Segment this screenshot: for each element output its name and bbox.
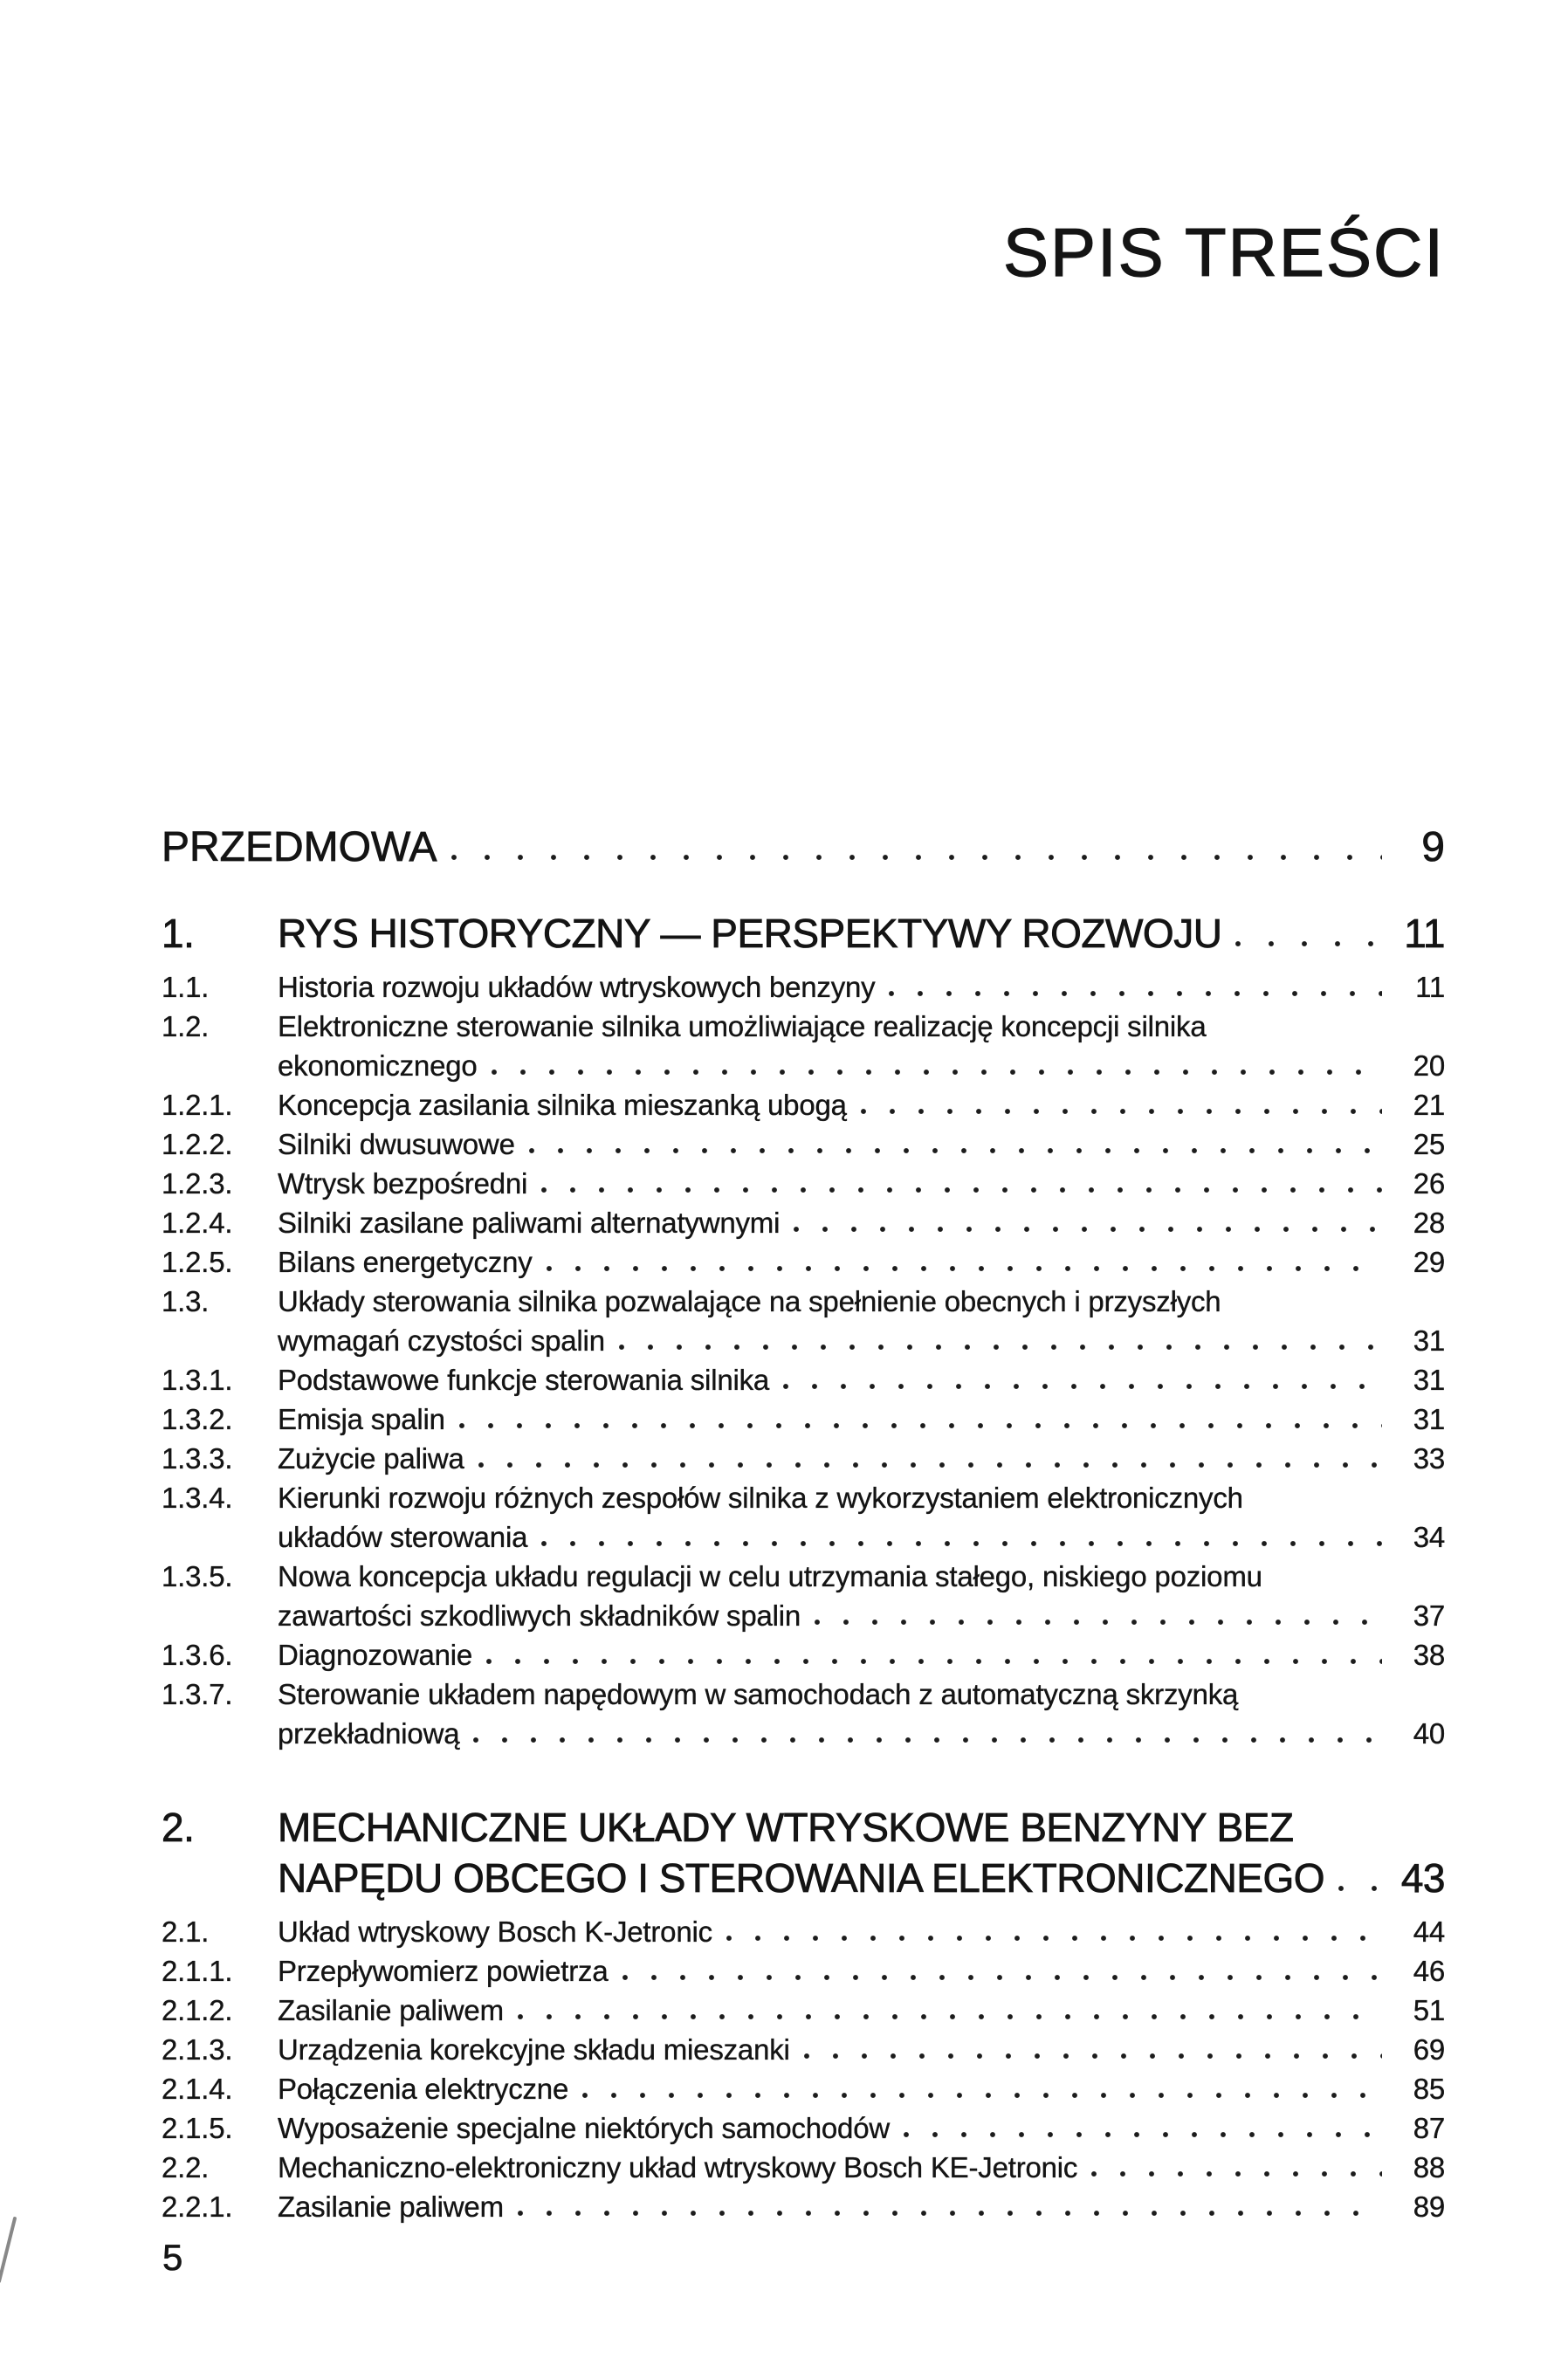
entry-body [278,2148,1445,2187]
entry-page-number: 37 [1413,1599,1445,1632]
entry-body [278,1675,1445,1753]
entry-page-number: 11 [1415,971,1445,1003]
entry-line [278,2108,1445,2148]
entry-line [278,1478,1445,1517]
dot-leader [1091,2171,1382,2177]
entry-number: 1.2.4. [162,1207,233,1239]
dot-leader [622,1975,1383,1981]
entry-page-number: 85 [1413,2073,1445,2105]
dot-leader [518,2211,1382,2217]
entry-text: ekonomicznego [278,1049,478,1082]
entry-line [278,2030,1445,2069]
entry-text: Zużycie paliwa [278,1442,464,1475]
toc-entry [162,1675,1445,1753]
entry-body [278,1802,1445,1903]
entry-line [278,967,1445,1007]
entry-page-number: 69 [1413,2033,1445,2066]
entry-text: Mechaniczno-elektroniczny układ wtryskowy Bosch KE-Jetronic [278,2151,1078,2184]
entry-body [278,2108,1445,2148]
dot-leader [815,1620,1382,1626]
entry-number: 1.2. [162,1010,210,1042]
dot-leader [518,2014,1382,2020]
toc-list [162,821,1445,2226]
toc-entry [162,1400,1445,1439]
entry-body [278,1007,1445,1085]
toc-entry [162,1557,1445,1635]
toc-entry [162,1164,1445,1203]
entry-number: 1.3.6. [162,1639,233,1671]
toc-entry [162,908,1445,959]
dot-leader [783,1384,1382,1390]
entry-page-number: 20 [1413,1049,1445,1082]
entry-number: 1.2.5. [162,1246,233,1278]
entry-line [278,2187,1445,2226]
entry-line [278,2069,1445,2108]
dot-leader [541,1541,1382,1547]
entry-body [278,1282,1445,1360]
entry-page-number: 88 [1413,2151,1445,2184]
entry-line [278,1635,1445,1675]
entry-text: Wtrysk bezpośredni [278,1167,528,1200]
entry-number: 1.3.3. [162,1442,233,1475]
toc-entry [162,1203,1445,1242]
entry-line [278,1853,1445,1903]
entry-text: Koncepcja zasilania silnika mieszanką ubogą [278,1089,847,1121]
toc-entry [162,1802,1445,1903]
dot-leader [492,1069,1382,1076]
entry-page-number: 87 [1413,2112,1445,2144]
toc-entry [162,2030,1445,2069]
entry-text: Silniki dwusuwowe [278,1128,515,1160]
entry-body [278,2030,1445,2069]
entry-line [278,1046,1445,1085]
dot-leader [486,1659,1382,1665]
entry-text: Historia rozwoju układów wtryskowych benzyny [278,971,876,1003]
entry-text: Silniki zasilane paliwami alternatywnymi [278,1207,781,1239]
entry-text: Wyposażenie specjalne niektórych samochodów [278,2112,890,2144]
toc-entry [162,1124,1445,1164]
entry-text: NAPĘDU OBCEGO I STEROWANIA ELEKTRONICZNEGO [278,1855,1325,1901]
entry-line [278,1321,1445,1360]
entry-body [278,1439,1445,1478]
entry-number: 2.1.5. [162,2112,233,2144]
entry-number: 1.2.3. [162,1167,233,1200]
entry-text: Kierunki rozwoju różnych zespołów silnika z wykorzystaniem elektronicznych [278,1482,1243,1514]
toc-entry [162,1478,1445,1557]
entry-line [278,1912,1445,1951]
entry-body [278,1400,1445,1439]
entry-line [278,1675,1445,1714]
entry-number: 1. [162,911,195,956]
entry-text: Układy sterowania silnika pozwalające na spełnienie obecnych i przyszłych [278,1285,1221,1317]
entry-number: 1.2.1. [162,1089,233,1121]
entry-number: 1.1. [162,971,210,1003]
dot-leader [547,1266,1382,1272]
toc-entry [162,1085,1445,1124]
entry-body [278,2069,1445,2108]
entry-text: Zasilanie paliwem [278,2190,504,2223]
entry-line [278,1242,1445,1282]
entry-number: 1.3.7. [162,1678,233,1710]
entry-number: 2.1.2. [162,1994,233,2026]
entry-number: 1.2.2. [162,1128,233,1160]
entry-body [278,967,1445,1007]
dot-leader [541,1187,1382,1193]
entry-line [278,1085,1445,1124]
entry-body [278,908,1445,959]
entry-text: Diagnozowanie [278,1639,473,1671]
entry-line [278,1203,1445,1242]
entry-body [278,1557,1445,1635]
dot-leader [794,1227,1382,1233]
entry-page-number: 44 [1413,1915,1445,1948]
entry-page-number: 31 [1413,1364,1445,1396]
entry-number: 1.3.1. [162,1364,233,1396]
entry-line [162,821,1445,875]
entry-page-number: 46 [1413,1955,1445,1987]
entry-text: Przepływomierz powietrza [278,1955,609,1987]
scan-artifact [0,2217,17,2284]
entry-text: przekładniową [278,1717,460,1750]
dot-leader [478,1462,1382,1468]
toc-entry [162,821,1445,875]
entry-page-number: 89 [1413,2190,1445,2223]
toc-entry [162,1007,1445,1085]
entry-number: 2.1.4. [162,2073,233,2105]
entry-page-number: 38 [1413,1639,1445,1671]
dot-leader [459,1423,1382,1429]
entry-page-number: 40 [1413,1717,1445,1750]
toc-entry [162,2148,1445,2187]
entry-page-number: 43 [1400,1855,1445,1901]
dot-leader [582,2093,1382,2099]
entry-text: Podstawowe funkcje sterowania silnika [278,1364,770,1396]
dot-leader [889,991,1382,997]
entry-body [278,1124,1445,1164]
entry-page-number: 25 [1413,1128,1445,1160]
entry-line [278,1282,1445,1321]
toc-entry [162,1991,1445,2030]
toc-entry [162,1360,1445,1400]
dot-leader [861,1109,1382,1115]
entry-body [278,1360,1445,1400]
entry-line [278,1714,1445,1753]
entry-number: 2.2.1. [162,2190,233,2223]
toc-entry [162,967,1445,1007]
entry-line [278,1951,1445,1991]
entry-line [278,1164,1445,1203]
entry-text: Elektroniczne sterowanie silnika umożliwiające realizację koncepcji silnika [278,1010,1207,1042]
entry-page-number: 21 [1413,1089,1445,1121]
entry-page-number: 29 [1413,1246,1445,1278]
toc-entry [162,2187,1445,2226]
entry-line [278,1360,1445,1400]
dot-leader [804,2053,1382,2060]
dot-leader [1338,1886,1382,1892]
entry-line [278,1596,1445,1635]
entry-line [278,908,1445,959]
entry-line [278,1124,1445,1164]
entry-number: 2.1.1. [162,1955,233,1987]
toc-entry [162,2069,1445,2108]
toc-entry [162,1635,1445,1675]
entry-text: Bilans energetyczny [278,1246,533,1278]
entry-line [278,1439,1445,1478]
entry-line [278,1802,1445,1853]
entry-text: układów sterowania [278,1521,528,1553]
dot-leader [904,2132,1382,2138]
entry-body [278,1242,1445,1282]
entry-text: Połączenia elektryczne [278,2073,569,2105]
entry-body [278,1203,1445,1242]
page-number: 5 [162,2237,183,2278]
toc-entry [162,2108,1445,2148]
entry-line [278,1557,1445,1596]
dot-leader [451,855,1382,861]
dot-leader [529,1148,1382,1154]
entry-line [278,1517,1445,1557]
entry-number: 2.2. [162,2151,210,2184]
entry-body [278,1478,1445,1557]
entry-number: 1.3. [162,1285,210,1317]
entry-text: Układ wtryskowy Bosch K-Jetronic [278,1915,712,1948]
toc-entry [162,1282,1445,1360]
entry-page-number: 31 [1413,1324,1445,1357]
toc-entry [162,1912,1445,1951]
entry-body [278,1951,1445,1991]
entry-line [278,1007,1445,1046]
entry-text: zawartości szkodliwych składników spalin [278,1599,801,1632]
entry-page-number: 31 [1413,1403,1445,1435]
entry-body [162,821,1445,875]
entry-text: PRZEDMOWA [162,824,437,870]
toc-entry [162,1242,1445,1282]
entry-text: Urządzenia korekcyjne składu mieszanki [278,2033,790,2066]
entry-page-number: 26 [1413,1167,1445,1200]
entry-body [278,2187,1445,2226]
dot-leader [473,1737,1382,1743]
entry-text: MECHANICZNE UKŁADY WTRYSKOWE BENZYNY BEZ [278,1805,1294,1850]
entry-page-number: 51 [1413,1994,1445,2026]
entry-number: 1.3.4. [162,1482,233,1514]
toc-entry [162,1951,1445,1991]
entry-text: Sterowanie układem napędowym w samochodach z automatyczną skrzynką [278,1678,1239,1710]
entry-text: wymagań czystości spalin [278,1324,605,1357]
entry-text: Emisja spalin [278,1403,445,1435]
entry-line [278,1400,1445,1439]
entry-page-number: 9 [1421,824,1445,870]
entry-number: 2. [162,1805,195,1850]
entry-line [278,1991,1445,2030]
entry-body [278,1912,1445,1951]
dot-leader [619,1345,1382,1351]
entry-line [278,2148,1445,2187]
dot-leader [726,1936,1382,1942]
entry-number: 2.1. [162,1915,210,1948]
entry-page-number: 28 [1413,1207,1445,1239]
toc-entry [162,1439,1445,1478]
dot-leader [1235,941,1382,947]
entry-text: Nowa koncepcja układu regulacji w celu utrzymania stałego, niskiego poziomu [278,1560,1262,1592]
entry-page-number: 34 [1413,1521,1445,1553]
entry-page-number: 11 [1404,911,1445,956]
entry-number: 1.3.5. [162,1560,233,1592]
entry-number: 2.1.3. [162,2033,233,2066]
entry-page-number: 33 [1413,1442,1445,1475]
entry-body [278,1085,1445,1124]
entry-number: 1.3.2. [162,1403,233,1435]
entry-text: RYS HISTORYCZNY — PERSPEKTYWY ROZWOJU [278,911,1222,956]
page-title: SPIS TREŚCI [1002,214,1445,291]
entry-body [278,1164,1445,1203]
entry-body [278,1991,1445,2030]
entry-text: Zasilanie paliwem [278,1994,504,2026]
entry-body [278,1635,1445,1675]
